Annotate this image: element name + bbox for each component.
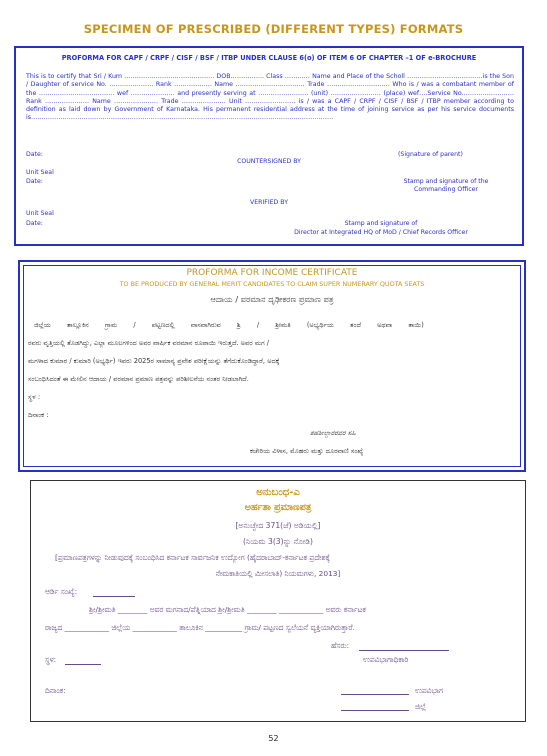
annexure-box (30, 480, 526, 722)
annexure-subtitle: ಅರ್ಹತಾ ಪ್ರಮಾಣಪತ್ರ (244, 502, 312, 513)
annexure-description-2: ನೇಮಕಾತಿಯಲ್ಲಿ ಮೀಸಲಾತಿ) ನಿಯಮಗಳು, 2013] (215, 569, 341, 578)
annexure-rule: (ನಿಯಮ 3(3)ನ್ನು ನೋಡಿ) (243, 537, 313, 546)
annexure-title: ಅನುಬಂಧ-ಎ (256, 487, 300, 498)
income-proforma-box (18, 260, 526, 472)
ack-number-field[interactable] (93, 596, 135, 597)
capf-proforma-box (14, 46, 524, 246)
page-number: 52 (268, 734, 279, 743)
countersigned-by-label: COUNTERSIGNED BY (237, 158, 301, 165)
income-proforma-title: PROFORMA FOR INCOME CERTIFICATE (186, 268, 358, 278)
district-field[interactable] (341, 710, 409, 711)
verified-by-label: VERIFIED BY (250, 199, 288, 206)
annexure-article: [ಅನುಚ್ಛೇದ 371(ಜೆ) ಅಡಿಯಲ್ಲಿ] (235, 521, 321, 530)
ack-number-label: ಆರ್ಡಿ ಸಂಖ್ಯೆ: (45, 587, 78, 596)
unit-seal-label-2: Unit Seal (26, 210, 54, 217)
capf-certify-text: This is to certify that Sri / Kum ……………………………………. DOB……………. Class ………… Name and Place of the Scholl ………………………………is the Son / Daughter of service No. ………………… Rank ……………… Name …………………………… Trade ………………………… Who is / was a combatant member of the ……………………………… wef ………………… and presently serving at …………………… (unit) …………………… (place) wef….Service No.…………………… Rank ………………… Name ………………… Trade ………………… Unit …………………… is / was a CAPF / CRPF / CISF / BSF / ITBP member according to definition as laid down by Government of Karnataka. His permanent residential address at the time of joining service as per his service documents is……………………………………………………………………………………………………………………………… (26, 73, 514, 122)
commanding-officer-line-1: Stamp and signature of the (403, 178, 489, 185)
capf-date-label-3: Date: (26, 220, 43, 227)
income-line-3: ಮಗಳಾದ ಕುಮಾರ / ಕುಮಾರಿ (ಅಭ್ಯರ್ಥಿ) ಇವರು 2025ರ ಸಾಮಾನ್ಯ ಪ್ರವೇಶ ಪರೀಕ್ಷೆಯನ್ನು ತೆಗೆದುಕೊಂಡಿದ್ದಾರೆ, ಅದಕ್ಕೆ (28, 357, 280, 365)
unit-seal-label-1: Unit Seal (26, 169, 54, 176)
subdivision-field[interactable] (341, 694, 409, 695)
income-date-label: ದಿನಾಂಕ : (28, 411, 49, 419)
annexure-form-line-1: ಶ್ರೀ/ಶ್ರೀಮತಿ ________ ಅವರ ಮಗನಾದ/ಪೆತ್ನಿಯಾದ ಶ್ರೀ/ಶ್ರೀಮತಿ ________ ____________ ಅವರು ಕರ್ನಾಟಕ (89, 605, 366, 614)
income-line-1: ಜಿಲ್ಲೆಯ ತಾಲ್ಲೂಕಿನ ಗ್ರಾಮ / ಪಟ್ಟಣದಲ್ಲಿ ವಾಸವಾಗಿರುವ ಶ್ರಿ / ಶ್ರೀಮತಿ (ಅಭ್ಯರ್ಥಿಯ ತಂದೆ ಅಥವಾ ತಾಯಿ) (34, 321, 424, 329)
capf-proforma-title: PROFORMA FOR CAPF / CRPF / CISF / BSF / ITBP UNDER CLAUSE 6(o) OF ITEM 6 OF CHAPTER –1 OF e-BROCHURE (61, 54, 477, 62)
name-label: ಹೆಸರು: (331, 641, 350, 650)
director-line-1: Stamp and signature of (344, 220, 418, 227)
annexure-description-1: [ಪ್ರಮಾಣಪತ್ರಗಳನ್ನು ನೀಡುವುದಕ್ಕೆ ಸಂಬಂಧಿಸಿದ ಕರ್ನಾಟಕ ಸಾರ್ವಜನಿಕ ಉದ್ಯೋಗ (ಹೈದರಾಬಾದ್-ಕರ್ನಾಟಕ ಪ್ರದೇಶಕ್ಕೆ (55, 553, 330, 562)
income-proforma-subtitle: TO BE PRODUCED BY GENERAL MERIT CANDIDATES TO CLAIM SUPER NUMERARY QUOTA SEATS (119, 280, 425, 288)
name-field[interactable] (359, 650, 449, 651)
district-label: ಜಿಲ್ಲೆ (415, 702, 426, 711)
director-line-2: Director at Integrated HQ of MoD / Chief Records Officer (294, 229, 468, 236)
page-heading: SPECIMEN OF PRESCRIBED (DIFFERENT TYPES) FORMATS (83, 22, 464, 36)
annexure-place-label: ಸ್ಥಳ: (45, 655, 57, 664)
sub-divisional-officer-label: ಉಪವಿಭಾಗಾಧಿಕಾರಿ (363, 655, 409, 664)
annexure-place-field[interactable] (65, 664, 101, 665)
income-line-2: ರವರು ವೃತ್ತಿಯಲ್ಲಿ ತೊಡಗಿದ್ದು, ಎಲ್ಲಾ ಮೂಲಗಳಿಂದ ಅವರ ವಾರ್ಷಿಕ ವರಮಾನ ರೂಪಾಯಿ ಇರುತ್ತದೆ. ಅವರ ಮಗ / (28, 339, 270, 347)
tahsildar-signature-label: ತಹಶೀಲ್ದಾರರವರ ಸಹಿ (310, 429, 356, 437)
commanding-officer-line-2: Commanding Officer (414, 186, 478, 193)
income-place-label: ಸ್ಥಳ : (28, 393, 41, 401)
income-line-4: ಸಂಬಂಧಿಸಿದಂತೆ ಈ ಮೇಲಿನ ಆದಾಯ / ವರಮಾನ ಪ್ರಮಾಣ ಪತ್ರವನ್ನು ಪರಿಶೀಲನೆಯ ನಂತರ ನೀಡಲಾಗಿದೆ. (28, 375, 249, 383)
parent-signature-label: (Signature of parent) (398, 151, 463, 158)
subdivision-label: ಉಪವಿಭಾಗ (415, 686, 444, 695)
income-kannada-heading: ಆದಾಯ / ವರಮಾನ ದೃಢೀಕರಣ ಪ್ರಮಾಣ ಪತ್ರ (210, 294, 334, 304)
capf-date-label: Date: (26, 151, 43, 158)
capf-date-label-2: Date: (26, 178, 43, 185)
annexure-form-line-2: ರಾಜ್ಯದ ____________ ಜಿಲ್ಲೆಯ ____________ ತಾಲೂಕಿನ __________ ಗ್ರಾಮ/ ಪಟ್ಟಣದ ಸ್ವಲೆಯನೆ ವ್ಯಕ್ತಿಯಾಗಿರುತ್ತಾರೆ. (45, 623, 355, 632)
annexure-date-label: ದಿನಾಂಕ: (45, 686, 66, 695)
office-address-label: ಕಚೇರಿಯ ವಿಳಾಸ, ಮೊಹರು ಮತ್ತು ದೂರವಾಣಿ ಸಂಖ್ಯೆ (250, 447, 364, 455)
